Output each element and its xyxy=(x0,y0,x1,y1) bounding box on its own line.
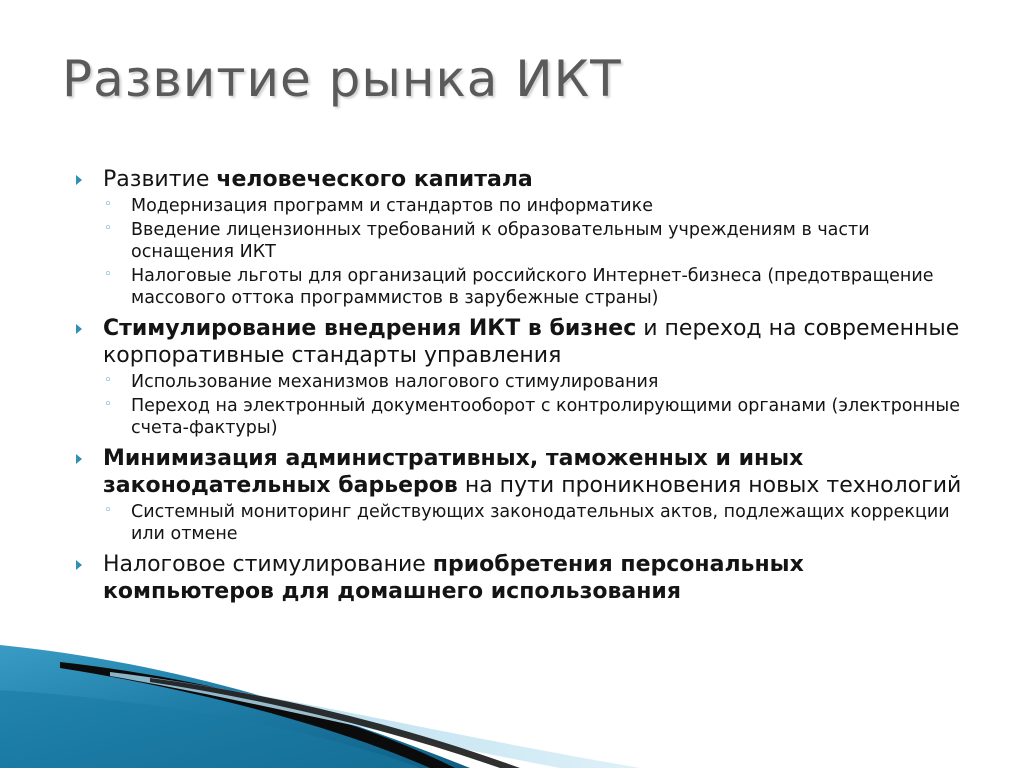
bullet-text-bold-segment: человеческого капитала xyxy=(216,167,533,192)
sub-bullet-text: Налоговые льготы для организаций российского Интернет-бизнеса (предотвращение массового оттока программистов в зарубежные страны) xyxy=(131,266,934,308)
sub-bullet-text: Модернизация программ и стандартов по информатике xyxy=(131,196,654,216)
bullet-text-segment: Налоговое стимулирование xyxy=(103,552,433,577)
sub-bullet-text: Переход на электронный документооборот с контролирующими органами (электронные счета-фактуры) xyxy=(131,396,960,438)
slide-title: Развитие рынка ИКТ xyxy=(62,50,622,108)
circle-bullet-icon: ◦ xyxy=(104,397,112,412)
bullet-text-segment: на пути проникновения новых технологий xyxy=(457,473,962,498)
circle-bullet-icon: ◦ xyxy=(104,503,112,518)
circle-bullet-icon: ◦ xyxy=(104,267,112,282)
sub-bullet-text: Введение лицензионных требований к образовательным учреждениям в части оснащения ИКТ xyxy=(131,220,870,262)
bullet-text-bold-segment: приобретения персональных компьютеров для домашнего использования xyxy=(103,552,804,604)
bullet-text-bold-segment: Минимизация административных, таможенных и иных законодательных барьеров xyxy=(103,446,804,498)
bullet-text-bold-segment: Стимулирование внедрения ИКТ в бизнес xyxy=(103,316,637,341)
bullet-text-segment: Развитие xyxy=(103,167,217,192)
circle-bullet-icon: ◦ xyxy=(104,221,112,236)
sub-bullet-text: Использование механизмов налогового стимулирования xyxy=(131,372,659,392)
circle-bullet-icon: ◦ xyxy=(104,373,112,388)
circle-bullet-icon: ◦ xyxy=(104,197,112,212)
bullet-text-segment: и переход на современные корпоративные стандарты управления xyxy=(103,316,960,368)
sub-bullet-text: Системный мониторинг действующих законодательных актов, подлежащих коррекции или отмене xyxy=(131,502,950,544)
